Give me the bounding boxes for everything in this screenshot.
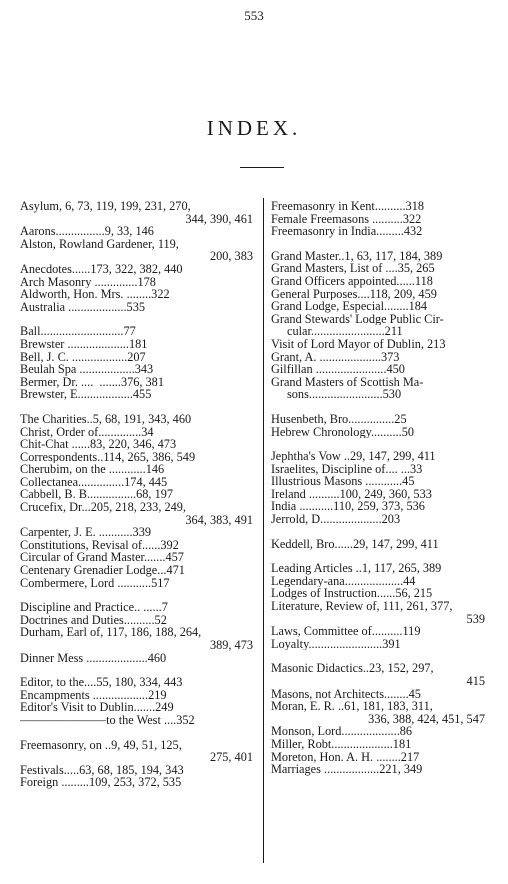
index-entry bbox=[20, 526, 253, 539]
index-entry-text: Dinner Mess ....................460 bbox=[20, 651, 167, 665]
index-entry-continuation: 389, 473 bbox=[209, 639, 253, 652]
index-entry bbox=[271, 600, 485, 625]
index-entry-text: Illustrious Masons ............45 bbox=[271, 475, 415, 488]
index-entry-text: Monson, Lord...................86 bbox=[271, 725, 413, 738]
index-entry-text: Aarons................9, 33, 146 bbox=[20, 225, 154, 238]
index-entry bbox=[20, 200, 253, 225]
index-entry-text: Circular of Grand Master.......457 bbox=[20, 551, 184, 565]
index-entry bbox=[20, 288, 253, 301]
index-entry bbox=[20, 338, 253, 351]
column-divider bbox=[263, 198, 264, 863]
index-entry bbox=[20, 551, 253, 564]
index-entry-text: The Charities..5, 68, 191, 343, 460 bbox=[20, 412, 192, 426]
index-entry bbox=[271, 450, 485, 463]
index-entry bbox=[20, 438, 253, 451]
index-entry-text: Ball...........................77 bbox=[20, 325, 136, 338]
page-number: 553 bbox=[244, 8, 264, 23]
index-entry bbox=[271, 376, 485, 401]
index-entry-continuation: 415 bbox=[466, 675, 485, 688]
index-entry-text: Aldworth, Hon. Mrs. ........322 bbox=[20, 288, 170, 301]
index-entry-continuation: 200, 383 bbox=[209, 250, 253, 263]
index-entry-text: Masons, not Architects........45 bbox=[271, 687, 421, 701]
index-entry bbox=[20, 488, 253, 501]
index-entry bbox=[20, 388, 253, 401]
index-column-right bbox=[271, 200, 485, 776]
index-entry-text: Grand Stewards' Lodge Public Cir- bbox=[271, 312, 444, 326]
index-entry bbox=[271, 662, 485, 687]
index-entry bbox=[20, 351, 253, 364]
index-entry-text: Jephtha's Vow ..29, 147, 299, 411 bbox=[271, 450, 436, 463]
index-entry-text: Lodges of Instruction......56, 215 bbox=[271, 587, 433, 601]
index-entry-continuation: 344, 390, 461 bbox=[185, 212, 253, 226]
index-entry-text: Doctrines and Duties..........52 bbox=[20, 613, 167, 627]
index-entry-text: Editor, to the....55, 180, 334, 443 bbox=[20, 676, 183, 689]
index-entry-text: Alston, Rowland Gardener, 119, bbox=[20, 237, 179, 251]
index-entry-text: Miller, Robt....................181 bbox=[271, 737, 412, 751]
index-entry-text: Anecdotes......173, 322, 382, 440 bbox=[20, 262, 183, 276]
index-entry bbox=[271, 538, 485, 551]
entry-gap bbox=[271, 650, 485, 662]
index-entry-text: Gilfillan .......................450 bbox=[271, 363, 405, 376]
index-entry bbox=[20, 376, 253, 389]
index-entry bbox=[20, 276, 253, 289]
index-entry bbox=[271, 638, 485, 651]
index-entry bbox=[20, 463, 253, 476]
index-entry bbox=[271, 351, 485, 364]
index-entry bbox=[20, 577, 253, 590]
index-entry-text: Collectanea...............174, 445 bbox=[20, 475, 168, 489]
index-entry bbox=[271, 413, 485, 426]
index-entry-text: Grand Lodge, Especial........184 bbox=[271, 300, 428, 313]
index-entry-text: Foreign .........109, 253, 372, 535 bbox=[20, 776, 182, 789]
index-entry-text: Visit of Lord Mayor of Dublin, 213 bbox=[271, 337, 446, 351]
index-entry-text: Christ, Order of..............34 bbox=[20, 425, 154, 439]
index-entry-text: Cherubim, on the ............146 bbox=[20, 463, 165, 476]
index-entry-text: Chit-Chat ......83, 220, 346, 473 bbox=[20, 438, 177, 451]
index-entry bbox=[20, 764, 253, 777]
index-entry bbox=[271, 363, 485, 376]
index-entry-text: Legendary-ana...................44 bbox=[271, 574, 416, 588]
index-entry-text: India ...........110, 259, 373, 536 bbox=[271, 500, 425, 514]
index-entry-text: Freemasonry in Kent..........318 bbox=[271, 200, 425, 213]
index-entry-text: Ireland ..........100, 249, 360, 533 bbox=[271, 487, 432, 501]
index-entry bbox=[20, 225, 253, 238]
index-entry-text: Durham, Earl of, 117, 186, 188, 264, bbox=[20, 626, 202, 639]
index-entry-text: Crucefix, Dr...205, 218, 233, 249, bbox=[20, 501, 186, 514]
index-entry bbox=[20, 426, 253, 439]
entry-gap bbox=[271, 238, 485, 250]
index-entry-continuation: sons........................530 bbox=[287, 388, 402, 401]
index-entry bbox=[20, 689, 253, 702]
index-entry-text: Combermere, Lord ...........517 bbox=[20, 576, 170, 590]
index-entry-text: Keddell, Bro......29, 147, 299, 411 bbox=[271, 537, 439, 551]
index-entry bbox=[271, 700, 485, 725]
index-entry bbox=[20, 676, 253, 689]
entry-gap bbox=[271, 526, 485, 538]
index-entry-text: Constitutions, Revisal of......392 bbox=[20, 538, 179, 552]
index-entry bbox=[271, 587, 485, 600]
index-entry bbox=[20, 413, 253, 426]
entry-gap bbox=[271, 438, 485, 450]
index-entry-text: Jerrold, D....................203 bbox=[271, 513, 401, 526]
index-entry bbox=[20, 363, 253, 376]
index-entry-text: Loyalty........................391 bbox=[271, 637, 401, 651]
entry-gap bbox=[20, 664, 253, 676]
index-entry-text: Encampments ..................219 bbox=[20, 688, 167, 702]
index-entry bbox=[271, 488, 485, 501]
entry-gap bbox=[20, 313, 253, 325]
title-rule bbox=[240, 167, 284, 168]
index-entry-text: Grand Master..1, 63, 117, 184, 389 bbox=[271, 249, 443, 263]
index-entry bbox=[271, 338, 485, 351]
index-entry-text: Laws, Committee of..........119 bbox=[271, 625, 421, 638]
index-entry bbox=[20, 301, 253, 314]
index-entry bbox=[271, 262, 485, 275]
index-entry bbox=[20, 263, 253, 276]
index-entry-continuation: cular........................211 bbox=[287, 325, 403, 338]
index-entry bbox=[20, 614, 253, 627]
index-entry bbox=[20, 451, 253, 464]
index-entry bbox=[20, 564, 253, 577]
index-entry bbox=[20, 739, 253, 764]
entry-gap bbox=[20, 589, 253, 601]
index-entry-text: Bell, J. C. ..................207 bbox=[20, 350, 146, 364]
index-entry bbox=[20, 652, 253, 665]
index-entry-text: Carpenter, J. E. ...........339 bbox=[20, 526, 151, 539]
index-entry bbox=[271, 426, 485, 439]
index-entry bbox=[271, 562, 485, 575]
index-entry-text: Beulah Spa ..................343 bbox=[20, 363, 154, 376]
index-entry-text: Freemasonry in India.........432 bbox=[271, 225, 423, 238]
index-entry-continuation: 275, 401 bbox=[209, 751, 253, 764]
index-entry-text: Female Freemasons ..........322 bbox=[271, 212, 422, 226]
index-entry-text: Freemasonry, on ..9, 49, 51, 125, bbox=[20, 738, 182, 752]
index-entry-text: ———————to the West ....352 bbox=[20, 713, 195, 727]
index-entry bbox=[271, 575, 485, 588]
index-entry bbox=[271, 688, 485, 701]
index-entry-text: Husenbeth, Bro...............25 bbox=[271, 412, 407, 426]
index-entry-text: Discipline and Practice.. ......7 bbox=[20, 601, 168, 614]
index-entry-continuation: 539 bbox=[466, 612, 485, 626]
index-entry-text: Australia ...................535 bbox=[20, 300, 146, 314]
index-entry-text: Arch Masonry ..............178 bbox=[20, 275, 156, 289]
index-title: INDEX. bbox=[206, 116, 302, 140]
index-entry bbox=[20, 476, 253, 489]
index-entry bbox=[20, 701, 253, 714]
index-entry-text: Masonic Didactics..23, 152, 297, bbox=[271, 662, 434, 675]
entry-gap bbox=[20, 401, 253, 413]
index-entry-text: Literature, Review of, 111, 261, 377, bbox=[271, 600, 453, 613]
index-entry-continuation: 364, 383, 491 bbox=[185, 513, 253, 527]
index-entry bbox=[271, 275, 485, 288]
index-entry bbox=[271, 500, 485, 513]
index-entry-text: Grand Officers appointed......118 bbox=[271, 274, 433, 288]
index-entry bbox=[271, 763, 485, 776]
index-entry bbox=[271, 475, 485, 488]
index-entry-text: Marriages ..................221, 349 bbox=[271, 763, 423, 776]
index-entry-text: Brewster ....................181 bbox=[20, 337, 148, 351]
index-entry-text: Cabbell, B. B................68, 197 bbox=[20, 488, 174, 502]
index-entry bbox=[271, 513, 485, 526]
index-entry-text: Grand Masters, List of ....35, 265 bbox=[271, 262, 435, 275]
index-entry-text: Centenary Grenadier Lodge...471 bbox=[20, 564, 185, 577]
index-entry bbox=[271, 463, 485, 476]
index-entry-text: Leading Articles ..1, 117, 265, 389 bbox=[271, 562, 442, 575]
index-entry bbox=[271, 200, 485, 213]
index-entry-text: Bermer, Dr. .... .......376, 381 bbox=[20, 375, 164, 389]
index-entry bbox=[20, 539, 253, 552]
index-entry-continuation: 336, 388, 424, 451, 547 bbox=[368, 712, 485, 726]
index-entry-text: Editor's Visit to Dublin.......249 bbox=[20, 701, 174, 714]
index-entry-text: Correspondents..114, 265, 386, 549 bbox=[20, 450, 196, 464]
index-entry bbox=[20, 501, 253, 526]
index-entry-text: Brewster, E..................455 bbox=[20, 388, 152, 401]
index-column-left bbox=[20, 200, 253, 789]
index-entry bbox=[271, 250, 485, 263]
index-entry bbox=[271, 213, 485, 226]
index-entry bbox=[271, 288, 485, 301]
index-entry bbox=[20, 325, 253, 338]
index-entry bbox=[20, 776, 253, 789]
entry-gap bbox=[271, 550, 485, 562]
index-entry-text: Moreton, Hon. A. H. ........217 bbox=[271, 750, 420, 764]
index-entry-text: Moran, E. R. ..61, 181, 183, 311, bbox=[271, 700, 433, 713]
index-entry bbox=[20, 626, 253, 651]
index-entry-text: Asylum, 6, 73, 119, 199, 231, 270, bbox=[20, 200, 191, 213]
index-entry bbox=[271, 738, 485, 751]
entry-gap bbox=[271, 401, 485, 413]
index-entry bbox=[271, 300, 485, 313]
index-entry-text: Grand Masters of Scottish Ma- bbox=[271, 375, 424, 389]
index-entry bbox=[20, 601, 253, 614]
index-entry bbox=[271, 225, 485, 238]
index-entry-text: Grant, A. ....................373 bbox=[271, 350, 400, 364]
index-entry-text: Festivals.....63, 68, 185, 194, 343 bbox=[20, 763, 184, 777]
index-entry bbox=[271, 725, 485, 738]
index-entry bbox=[271, 751, 485, 764]
entry-gap bbox=[20, 727, 253, 739]
index-entry bbox=[20, 714, 253, 727]
index-entry bbox=[271, 313, 485, 338]
index-entry-text: Hebrew Chronology..........50 bbox=[271, 425, 414, 439]
index-entry-text: Israelites, Discipline of.... ...33 bbox=[271, 462, 423, 476]
index-entry-text: General Purposes....118, 209, 459 bbox=[271, 287, 437, 301]
index-entry bbox=[271, 625, 485, 638]
index-entry bbox=[20, 238, 253, 263]
